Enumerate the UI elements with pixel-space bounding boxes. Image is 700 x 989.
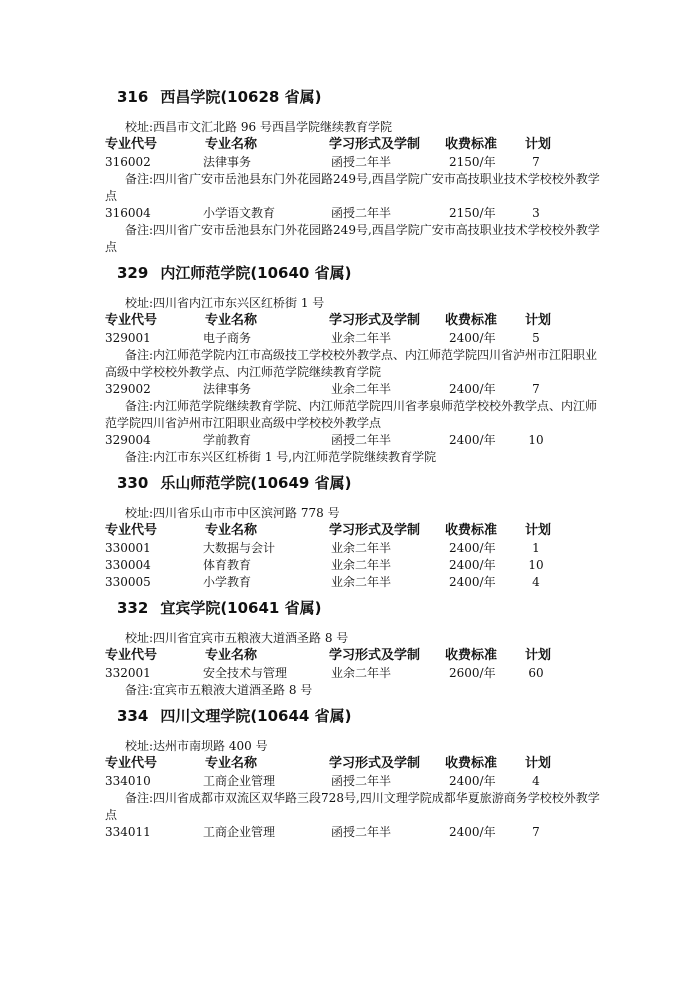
plan-count: 3 (532, 206, 540, 220)
school-name: 西昌学院(10628 省属) (160, 88, 322, 106)
fee: 2400/年 (449, 433, 496, 447)
header-plan: 计划 (525, 137, 552, 152)
school-code: 329 (117, 264, 149, 282)
address-prefix: 校址: (125, 739, 154, 753)
header-plan: 计划 (525, 523, 552, 538)
header-major-code: 专业代号 (105, 313, 158, 328)
table-row (105, 540, 605, 557)
column-header-row (105, 647, 605, 665)
plan-count: 4 (532, 575, 540, 589)
fee: 2600/年 (449, 666, 496, 680)
major-name: 安全技术与管理 (203, 666, 288, 680)
major-code: 329002 (105, 382, 151, 396)
major-name: 小学教育 (203, 575, 252, 589)
header-fee: 收费标准 (445, 313, 498, 328)
school-name: 内江师范学院(10640 省属) (160, 264, 352, 282)
column-header-row (105, 755, 605, 773)
note-text: 内江师范学院内江市高级技工学校校外教学点、内江师范学院四川省泸州市江阳职业高级中学校校外教学点、内江师范学院继续教育学院 (105, 348, 598, 379)
major-code: 329001 (105, 331, 151, 345)
header-fee: 收费标准 (445, 523, 498, 538)
column-header-row (105, 136, 605, 154)
school-title (117, 705, 605, 727)
study-form: 业余二年半 (331, 666, 392, 680)
major-name: 体育教育 (203, 558, 252, 572)
school-address (105, 629, 605, 647)
note-prefix: 备注: (125, 223, 154, 237)
note-text: 宜宾市五粮液大道酒圣路 8 号 (153, 683, 313, 697)
address-text: 西昌市文汇北路 96 号西昌学院继续教育学院 (153, 120, 392, 134)
header-plan: 计划 (525, 648, 552, 663)
fee: 2400/年 (449, 382, 496, 396)
note-prefix: 备注: (125, 348, 154, 362)
header-study-form: 学习形式及学制 (329, 137, 421, 152)
note-prefix: 备注: (125, 791, 154, 805)
row-note (105, 682, 605, 699)
school-section (105, 472, 605, 591)
school-title (117, 597, 605, 619)
major-code: 334011 (105, 825, 151, 839)
fee: 2400/年 (449, 331, 496, 345)
header-study-form: 学习形式及学制 (329, 523, 421, 538)
study-form: 业余二年半 (331, 575, 392, 589)
row-note (105, 398, 605, 432)
header-study-form: 学习形式及学制 (329, 648, 421, 663)
study-form: 函授二年半 (331, 825, 392, 839)
header-fee: 收费标准 (445, 648, 498, 663)
fee: 2400/年 (449, 541, 496, 555)
note-prefix: 备注: (125, 450, 154, 464)
plan-count: 10 (528, 433, 544, 447)
school-title (117, 472, 605, 494)
note-text: 四川省广安市岳池县东门外花园路249号,西昌学院广安市高技职业技术学校校外教学点 (105, 172, 600, 203)
address-text: 四川省宜宾市五粮液大道酒圣路 8 号 (153, 631, 349, 645)
column-header-row (105, 522, 605, 540)
major-code: 316002 (105, 155, 151, 169)
plan-count: 4 (532, 774, 540, 788)
note-prefix: 备注: (125, 399, 154, 413)
plan-count: 7 (532, 825, 540, 839)
school-address (105, 294, 605, 312)
row-note (105, 449, 605, 466)
school-section (105, 705, 605, 841)
header-study-form: 学习形式及学制 (329, 313, 421, 328)
note-prefix: 备注: (125, 172, 154, 186)
address-prefix: 校址: (125, 631, 154, 645)
table-row (105, 557, 605, 574)
major-code: 329004 (105, 433, 151, 447)
plan-count: 60 (528, 666, 544, 680)
major-code: 316004 (105, 206, 151, 220)
row-note (105, 171, 605, 205)
address-text: 达州市南坝路 400 号 (153, 739, 268, 753)
school-section (105, 597, 605, 699)
school-code: 334 (117, 707, 149, 725)
table-row (105, 574, 605, 591)
fee: 2150/年 (449, 155, 496, 169)
note-text: 内江市东兴区红桥街 1 号,内江师范学院继续教育学院 (153, 450, 437, 464)
table-row (105, 154, 605, 171)
major-name: 电子商务 (203, 331, 252, 345)
plan-count: 10 (528, 558, 544, 572)
study-form: 函授二年半 (331, 774, 392, 788)
header-fee: 收费标准 (445, 756, 498, 771)
header-fee: 收费标准 (445, 137, 498, 152)
table-row (105, 381, 605, 398)
fee: 2400/年 (449, 774, 496, 788)
header-major-code: 专业代号 (105, 523, 158, 538)
major-name: 工商企业管理 (203, 774, 276, 788)
school-title (117, 262, 605, 284)
study-form: 业余二年半 (331, 331, 392, 345)
study-form: 函授二年半 (331, 155, 392, 169)
school-section (105, 86, 605, 256)
header-major-code: 专业代号 (105, 648, 158, 663)
major-name: 大数据与会计 (203, 541, 276, 555)
address-prefix: 校址: (125, 296, 154, 310)
address-text: 四川省乐山市市中区滨河路 778 号 (153, 506, 340, 520)
header-study-form: 学习形式及学制 (329, 756, 421, 771)
header-major-name: 专业名称 (205, 523, 258, 538)
row-note (105, 347, 605, 381)
school-address (105, 504, 605, 522)
header-plan: 计划 (525, 313, 552, 328)
table-row (105, 432, 605, 449)
fee: 2400/年 (449, 825, 496, 839)
school-address (105, 118, 605, 136)
address-prefix: 校址: (125, 506, 154, 520)
fee: 2400/年 (449, 558, 496, 572)
address-text: 四川省内江市东兴区红桥街 1 号 (153, 296, 325, 310)
school-address (105, 737, 605, 755)
column-header-row (105, 312, 605, 330)
row-note (105, 790, 605, 824)
school-section (105, 262, 605, 466)
study-form: 业余二年半 (331, 541, 392, 555)
header-major-code: 专业代号 (105, 756, 158, 771)
table-row (105, 665, 605, 682)
major-code: 334010 (105, 774, 151, 788)
major-code: 330001 (105, 541, 151, 555)
table-row (105, 824, 605, 841)
table-row (105, 205, 605, 222)
school-code: 316 (117, 88, 149, 106)
major-code: 332001 (105, 666, 151, 680)
note-text: 四川省成都市双流区双华路三段728号,四川文理学院成都华夏旅游商务学校校外教学点 (105, 791, 600, 822)
header-major-name: 专业名称 (205, 648, 258, 663)
study-form: 业余二年半 (331, 382, 392, 396)
major-name: 小学语文教育 (203, 206, 276, 220)
fee: 2400/年 (449, 575, 496, 589)
note-text: 内江师范学院继续教育学院、内江师范学院四川省孝泉师范学校校外教学点、内江师范学院四川省泸州市江阳职业高级中学校校外教学点 (105, 399, 598, 430)
major-name: 工商企业管理 (203, 825, 276, 839)
study-form: 函授二年半 (331, 206, 392, 220)
school-name: 宜宾学院(10641 省属) (160, 599, 322, 617)
plan-count: 5 (532, 331, 540, 345)
address-prefix: 校址: (125, 120, 154, 134)
header-major-name: 专业名称 (205, 756, 258, 771)
header-major-name: 专业名称 (205, 137, 258, 152)
school-title (117, 86, 605, 108)
study-form: 函授二年半 (331, 433, 392, 447)
school-code: 330 (117, 474, 149, 492)
school-name: 四川文理学院(10644 省属) (160, 707, 352, 725)
school-code: 332 (117, 599, 149, 617)
header-plan: 计划 (525, 756, 552, 771)
note-prefix: 备注: (125, 683, 154, 697)
study-form: 业余二年半 (331, 558, 392, 572)
plan-count: 7 (532, 382, 540, 396)
table-row (105, 773, 605, 790)
major-name: 法律事务 (203, 382, 252, 396)
major-name: 法律事务 (203, 155, 252, 169)
table-row (105, 330, 605, 347)
plan-count: 7 (532, 155, 540, 169)
plan-count: 1 (532, 541, 540, 555)
major-code: 330004 (105, 558, 151, 572)
school-name: 乐山师范学院(10649 省属) (160, 474, 352, 492)
major-name: 学前教育 (203, 433, 252, 447)
header-major-code: 专业代号 (105, 137, 158, 152)
admission-plan-document (105, 86, 605, 847)
row-note (105, 222, 605, 256)
note-text: 四川省广安市岳池县东门外花园路249号,西昌学院广安市高技职业技术学校校外教学点 (105, 223, 600, 254)
fee: 2150/年 (449, 206, 496, 220)
major-code: 330005 (105, 575, 151, 589)
header-major-name: 专业名称 (205, 313, 258, 328)
